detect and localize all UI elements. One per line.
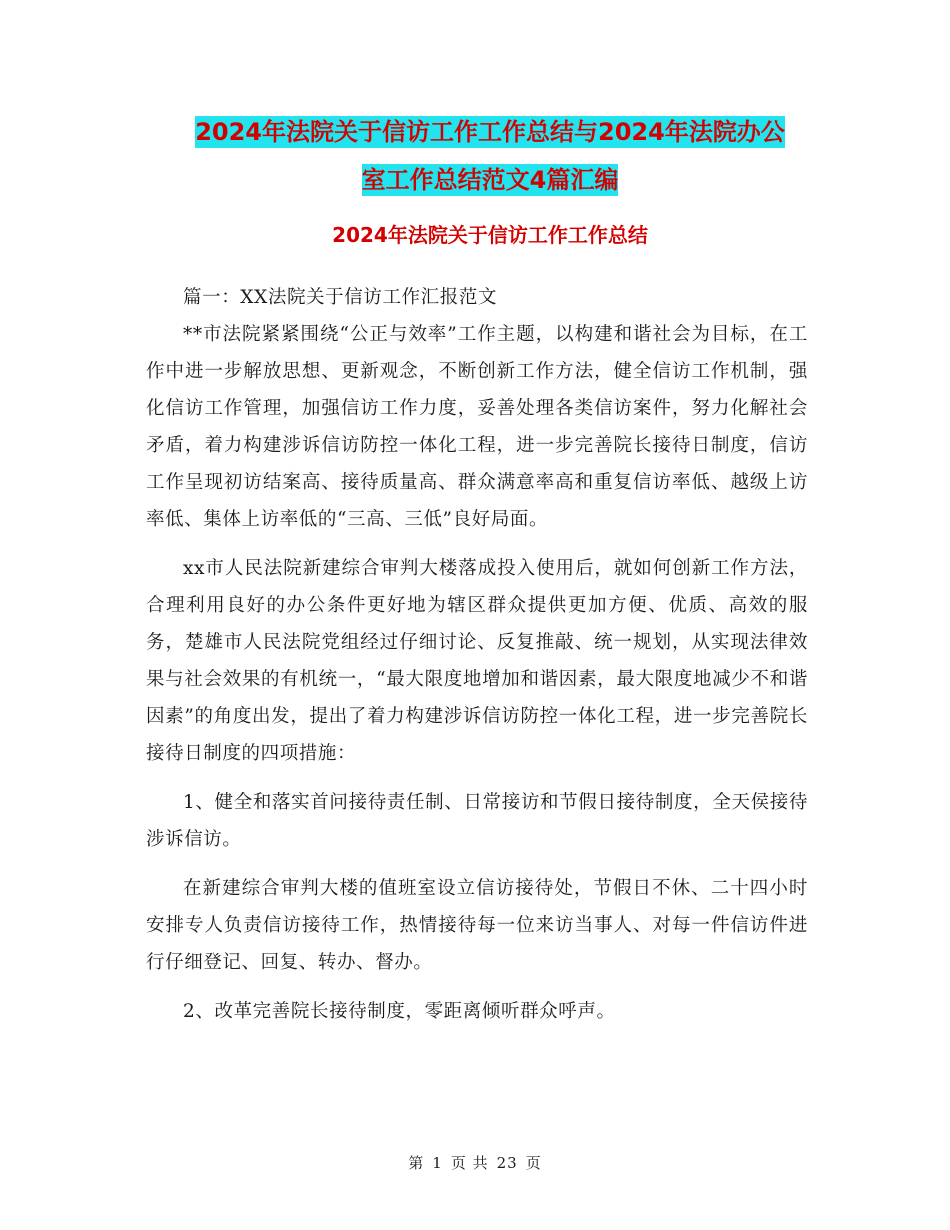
paragraph: **市法院紧紧围绕“公正与效率”工作主题，以构建和谐社会为目标，在工作中进一步解放思想、更新观念，不断创新工作方法，健全信访工作机制，强化信访工作管理，加强信访工作力度，妥善处理各类信访案件，努力化解社会矛盾，着力构建涉诉信访防控一体化工程，进一步完善院长接待日制度，信访工作呈现初访结案高、接待质量高、群众满意率高和重复信访率低、越级上访率低、集体上访率低的“三高、三低”良好局面。 (146, 324, 808, 530)
document-title (140, 108, 840, 204)
paragraph-subheading: 篇一：XX法院关于信访工作汇报范文 (183, 287, 498, 308)
footer-page-number: 1 (432, 1154, 443, 1172)
paragraph: 1、健全和落实首问接待责任制、日常接访和节假日接待制度，全天侯接待涉诉信访。 (146, 792, 808, 850)
footer-page-suffix: 页 (525, 1154, 542, 1172)
section-title: 2024年法院关于信访工作工作总结 (332, 223, 648, 247)
footer-total-pages: 23 (496, 1154, 518, 1172)
page-footer (0, 1152, 950, 1173)
footer-page-prefix: 第 (408, 1154, 425, 1172)
document-body (146, 279, 808, 1030)
document-title-line1: 2024年法院关于信访工作工作总结与2024年法院办公 (195, 118, 785, 146)
paragraph: 2、改革完善院长接待制度，零距离倾听群众呼声。 (183, 1001, 616, 1022)
footer-page-mid: 页 共 (450, 1154, 489, 1172)
paragraph: 在新建综合审判大楼的值班室设立信访接待处，节假日不休、二十四小时安排专人负责信访接待工作，热情接待每一位来访当事人、对每一件信访件进行仔细登记、回复、转办、督办。 (146, 878, 808, 973)
document-title-line2: 室工作总结范文4篇汇编 (361, 166, 619, 194)
paragraph: xx市人民法院新建综合审判大楼落成投入使用后，就如何创新工作方法，合理利用良好的办公条件更好地为辖区群众提供更加方便、优质、高效的服务，楚雄市人民法院党组经过仔细讨论、反复推敲、统一规划，从实现法律效果与社会效果的有机统一，“最大限度地增加和谐因素，最大限度地减少不和谐因素”的角度出发，提出了着力构建涉诉信访防控一体化工程，进一步完善院长接待日制度的四项措施： (146, 558, 808, 764)
